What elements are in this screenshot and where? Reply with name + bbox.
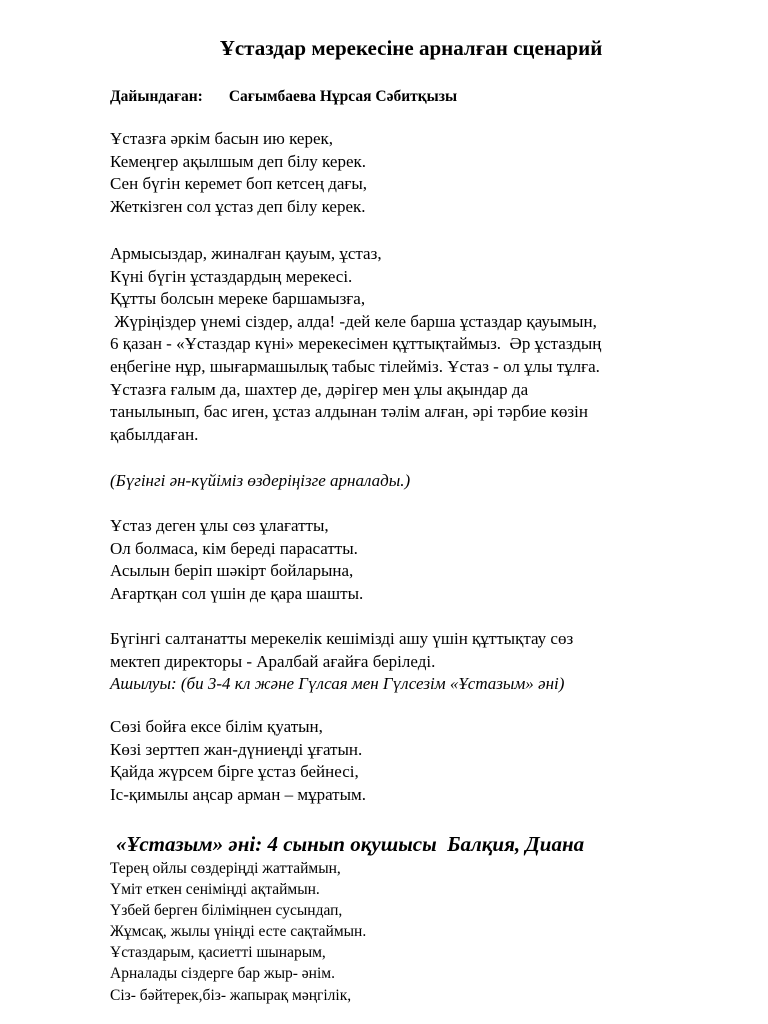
stage-note: (Бүгінгі ән-күйіміз өздеріңізге арналады.) <box>110 471 411 490</box>
lyric-line: Терең ойлы сөздеріңді жаттаймын, <box>110 860 341 877</box>
author-name: Сағымбаева Нұрсая Сәбитқызы <box>228 88 458 105</box>
poem-line: Сөзі бойға ексе білім қуатын, <box>110 717 323 736</box>
poem-line: Іс-қимылы аңсар арман – мұратым. <box>110 784 367 804</box>
poem-1 <box>110 128 710 218</box>
paragraph-line: 6 қазан - «Ұстаздар күні» мерекесімен құттықтаймыз. Әр ұстаздың <box>110 334 602 354</box>
song-lyrics <box>110 858 710 1006</box>
poem-2 <box>110 515 710 605</box>
paragraph-line: мектеп директоры - Аралбай ағайға беріледі. <box>110 651 436 671</box>
poem-line: Көзі зерттеп жан-дүниеңді ұғатын. <box>110 739 363 759</box>
paragraph-line: қабылдаған. <box>110 424 199 444</box>
poem-line: Ұстазға әркім басын ию керек, <box>110 129 334 148</box>
lyric-line: Ұстаздарым, қасиетті шынарым, <box>110 944 326 962</box>
paragraph-line: Күні бүгін ұстаздардың мерекесі. <box>110 266 353 286</box>
greeting-paragraph <box>110 243 710 446</box>
poem-line: Сен бүгін керемет боп кетсең дағы, <box>110 174 368 194</box>
paragraph-line: Ұстазға ғалым да, шахтер де, дәрігер мен ұлы ақындар да <box>110 379 529 399</box>
lyric-line: Сіз- бәйтерек,біз- жапырақ мәңгілік, <box>110 986 352 1004</box>
opening-note: Ашылуы: (би 3-4 кл және Гүлсая мен Гүлсезім «Ұстазым» әні) <box>110 674 565 694</box>
poem-3 <box>110 716 710 806</box>
poem-line: Асылын беріп шәкірт бойларына, <box>110 561 354 581</box>
song-heading: «Ұстазым» әні: 4 сынып оқушысы Балқия, Диана <box>116 832 585 856</box>
author-label: Дайындаған: <box>110 88 203 105</box>
paragraph-line: еңбегіне нұр, шығармашылық табыс тілейміз. Ұстаз - ол ұлы тұлға. <box>110 356 600 376</box>
lyric-line: Үміт еткен сеніміңді ақтаймын. <box>110 881 320 899</box>
paragraph-line: Құтты болсын мереке баршамызға, <box>110 289 366 309</box>
paragraph-line: Жүріңіздер үнемі сіздер, алда! -дей келе барша ұстаздар қауымын, <box>110 311 597 331</box>
opening-paragraph <box>110 628 710 696</box>
poem-line: Қайда жүрсем бірге ұстаз бейнесі, <box>110 762 359 782</box>
author-line <box>110 88 457 106</box>
poem-line: Кемеңгер ақылшым деп білу керек. <box>110 151 366 171</box>
poem-line: Ол болмаса, кім береді парасатты. <box>110 538 358 558</box>
poem-line: Ұстаз деген ұлы сөз ұлағатты, <box>110 516 329 535</box>
lyric-line: Жұмсақ, жылы үніңді есте сақтаймын. <box>110 923 367 941</box>
lyric-line: Үзбей берген біліміңнен сусындап, <box>110 902 343 920</box>
lyric-line: Арналады сіздерге бар жыр- әнім. <box>110 965 335 983</box>
paragraph-line: Бүгінгі салтанатты мерекелік кешімізді ашу үшін құттықтау сөз <box>110 629 574 648</box>
paragraph-line: Армысыздар, жиналған қауым, ұстаз, <box>110 244 382 263</box>
poem-line: Ағартқан сол үшін де қара шашты. <box>110 583 364 603</box>
poem-line: Жеткізген сол ұстаз деп білу керек. <box>110 196 366 216</box>
page-title: Ұстаздар мерекесіне арналған сценарий <box>219 36 603 60</box>
paragraph-line: танылынып, бас иген, ұстаз алдынан тәлім алған, әрі тәрбие көзін <box>110 402 588 422</box>
